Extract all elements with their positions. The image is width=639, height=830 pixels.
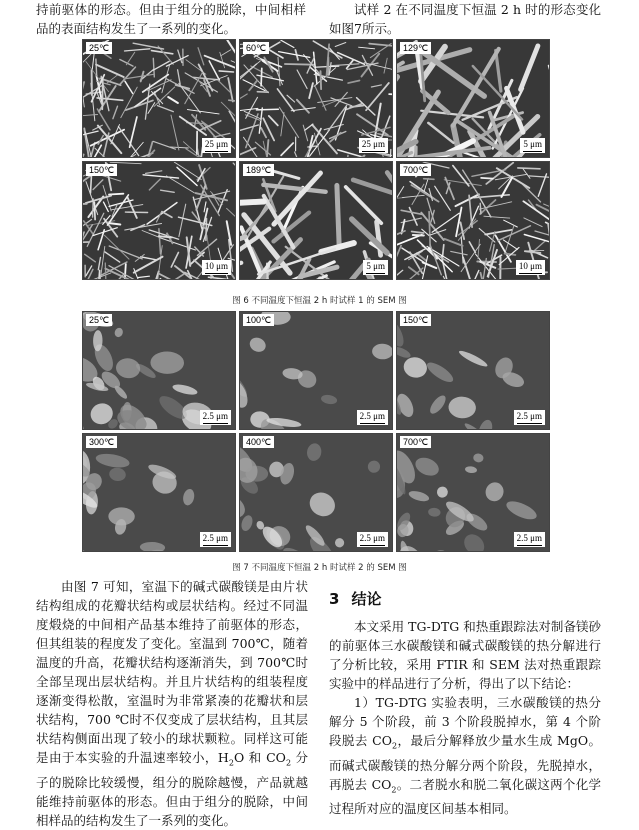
scale-bar xyxy=(516,260,545,275)
figure-6-caption: 图 6 不同温度下恒温 2 h 时试样 1 的 SEM 图 xyxy=(0,294,639,306)
scale-text: 5 μm xyxy=(523,139,542,149)
temperature-label: 25℃ xyxy=(86,314,112,326)
scale-text: 2.5 μm xyxy=(203,411,228,421)
scale-text: 2.5 μm xyxy=(203,533,228,543)
body-paragraph xyxy=(36,577,308,830)
scale-bar xyxy=(200,410,231,425)
conclusion-section xyxy=(329,590,601,818)
scale-line xyxy=(523,151,542,152)
scale-bar xyxy=(357,410,388,425)
scale-text: 10 μm xyxy=(205,261,228,271)
temperature-label: 700℃ xyxy=(400,164,431,176)
subscript: 2 xyxy=(286,759,291,768)
text-run: O 和 CO xyxy=(234,750,286,765)
fig6-panel-4 xyxy=(82,161,236,280)
scale-text: 25 μm xyxy=(205,139,228,149)
fig6-panel-2 xyxy=(239,39,393,158)
scale-text: 2.5 μm xyxy=(517,411,542,421)
top-left-paragraph: 持前驱体的形态。但由于组分的脱除，中间相样品的表面结构发生了一系列的变化。 xyxy=(36,0,306,38)
scale-text: 5 μm xyxy=(366,261,385,271)
fig6-panel-6 xyxy=(396,161,550,280)
scale-line xyxy=(203,423,228,424)
scale-line xyxy=(205,151,228,152)
subscript: 2 xyxy=(391,785,396,794)
scale-line xyxy=(203,545,228,546)
temperature-label: 400℃ xyxy=(243,436,274,448)
fig6-panel-3 xyxy=(396,39,550,158)
fig7-panel-6 xyxy=(396,433,550,552)
temperature-label: 189℃ xyxy=(243,164,274,176)
scale-line xyxy=(517,423,542,424)
section-title: 结论 xyxy=(351,590,381,608)
scale-line xyxy=(360,545,385,546)
scale-line xyxy=(205,273,228,274)
scale-bar xyxy=(520,138,545,153)
top-right-text xyxy=(329,0,601,38)
scale-bar xyxy=(514,532,545,547)
scale-bar xyxy=(363,260,388,275)
text-run: 由图 7 可知，室温下的碱式碳酸镁是由片状结构组成的花瓣状结构或层状结构。经过不同温度煅烧的中间相产品基本维持了前驱体的形态，但其组装的程度发了变化。室温到 700℃，随着温度的升高，花瓣状结构逐渐消失，到 700℃时全部呈现出层状结构。并且片状结构的组装程度逐渐变得松散，室温时为非常紧凑的花瓣状和层状结构，700 ℃时不仅变成了层状结构，且其层状结构侧面出现了较小的球状颗粒。同样这可能是由于本实验的升温速率较小，H xyxy=(36,579,308,765)
scale-bar xyxy=(514,410,545,425)
scale-line xyxy=(360,423,385,424)
temperature-label: 100℃ xyxy=(243,314,274,326)
conclusion-paragraph-1: 本文采用 TG-DTG 和热重跟踪法对制备镁砂的前驱体三水碳酸镁和碱式碳酸镁的热分解进行了分析比较，采用 FTIR 和 SEM 法对热重跟踪实验中的样品进行了分析，得出了以下结论： xyxy=(329,617,601,693)
fig6-panel-1 xyxy=(82,39,236,158)
text-run: 1）TG-DTG 实验表明，三水碳酸镁的热分解分 5 个阶段，前 3 个阶段脱掉水，第 4 个阶段脱去 CO xyxy=(329,695,601,748)
scale-line xyxy=(366,273,385,274)
body-left-column xyxy=(36,577,308,830)
temperature-label: 60℃ xyxy=(243,42,269,54)
scale-line xyxy=(517,545,542,546)
scale-bar xyxy=(357,532,388,547)
scale-line xyxy=(519,273,542,274)
top-left-text xyxy=(36,0,306,38)
fig7-panel-1 xyxy=(82,311,236,430)
section-number: 3 xyxy=(329,590,339,608)
scale-text: 2.5 μm xyxy=(360,411,385,421)
scale-text: 2.5 μm xyxy=(517,533,542,543)
scale-text: 2.5 μm xyxy=(360,533,385,543)
fig7-panel-5 xyxy=(239,433,393,552)
temperature-label: 700℃ xyxy=(400,436,431,448)
subscript: 2 xyxy=(392,742,397,751)
temperature-label: 150℃ xyxy=(400,314,431,326)
scale-bar xyxy=(359,138,388,153)
scale-text: 10 μm xyxy=(519,261,542,271)
temperature-label: 150℃ xyxy=(86,164,117,176)
text-run: ，最后分解释放少量水生成 MgO。而碱式碳酸镁的热分解分两个阶段，先脱掉水，再脱去 CO xyxy=(329,733,601,792)
scale-bar xyxy=(200,532,231,547)
fig7-panel-4 xyxy=(82,433,236,552)
temperature-label: 129℃ xyxy=(400,42,431,54)
scale-text: 25 μm xyxy=(362,139,385,149)
scale-bar xyxy=(202,260,231,275)
section-heading xyxy=(329,590,601,609)
conclusion-paragraph-2 xyxy=(329,693,601,818)
temperature-label: 25℃ xyxy=(86,42,112,54)
text-run: 。二者脱水和脱二氧化碳这两个化学过程所对应的温度区间基本相同。 xyxy=(329,777,601,817)
scale-line xyxy=(362,151,385,152)
top-right-paragraph: 试样 2 在不同温度下恒温 2 h 时的形态变化如图7所示。 xyxy=(329,0,601,38)
subscript: 2 xyxy=(229,759,234,768)
fig7-panel-2 xyxy=(239,311,393,430)
scale-bar xyxy=(202,138,231,153)
figure-7-caption: 图 7 不同温度下恒温 2 h 时试样 2 的 SEM 图 xyxy=(0,561,639,573)
fig6-panel-5 xyxy=(239,161,393,280)
temperature-label: 300℃ xyxy=(86,436,117,448)
text-run: 分子的脱除比较缓慢，组分的脱除越慢，产品就越能维持前驱体的形态。但由于组分的脱除，中间相样品的结构发生了一系列的变化。 xyxy=(36,750,308,828)
fig7-panel-3 xyxy=(396,311,550,430)
